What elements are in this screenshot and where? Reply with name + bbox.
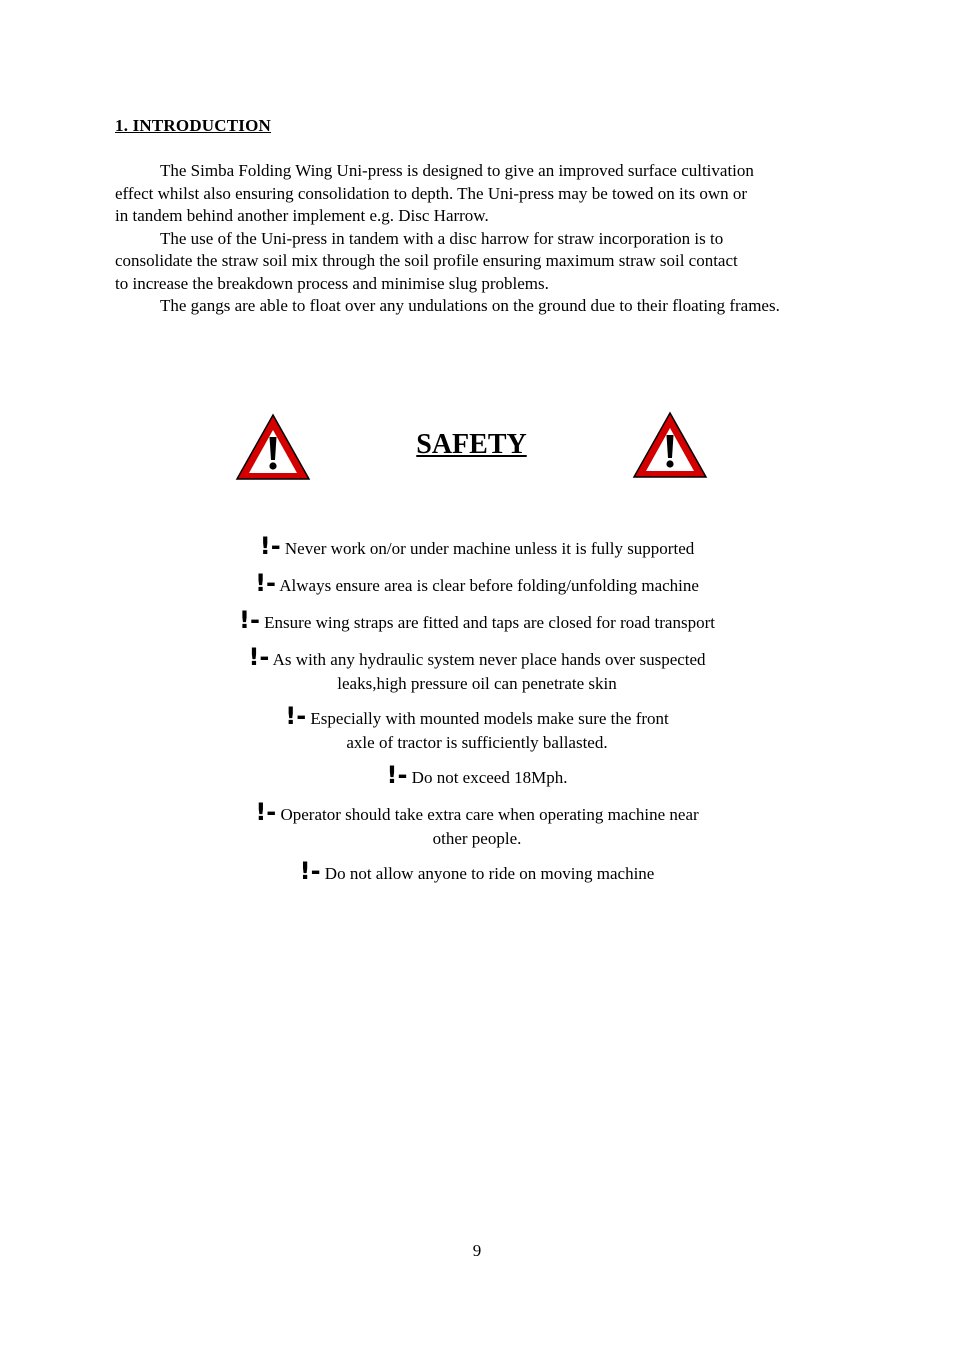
safety-rule [150,798,804,851]
safety-rule-text: Ensure wing straps are fitted and taps are closed for road transport [264,613,715,632]
exclamation-bullet-icon: !- [255,798,277,826]
safety-rule [150,643,804,696]
safety-rule-text: As with any hydraulic system never place hands over suspected leaks,high pressure oil can penetrate skin [272,650,706,693]
safety-rule-text: Operator should take extra care when operating machine near other people. [280,805,699,848]
intro-paragraph-1: The Simba Folding Wing Uni-press is designed to give an improved surface cultivation effect whilst also ensuring consolidation to depth. The Uni-press may be towed on its own or in tandem behind another implement e.g. Disc Harrow. [115,161,754,225]
exclamation-bullet-icon: !- [255,569,276,597]
exclamation-bullet-icon: !- [248,643,270,671]
intro-paragraph-2: The use of the Uni-press in tandem with a disc harrow for straw incorporation is to consolidate the straw soil mix through the soil profile ensuring maximum straw soil contact to increase the breakdown process and minimise slug problems. [115,228,738,293]
safety-rule [150,702,804,755]
safety-title: SAFETY [416,429,527,460]
safety-rule-text: Especially with mounted models make sure the front axle of tractor is sufficiently ballasted. [310,709,669,752]
exclamation-bullet-icon: !- [239,606,260,634]
page-number: 9 [472,1241,482,1260]
exclamation-bullet-icon: !- [386,761,408,789]
safety-rule [150,606,804,635]
warning-triangle-icon [235,413,311,481]
intro-paragraph-3: The gangs are able to float over any undulations on the ground due to their floating frames. [160,296,780,315]
safety-rule [150,532,804,561]
safety-rule-text: Do not exceed 18Mph. [411,768,568,787]
introduction-text [115,160,839,318]
safety-rule [150,761,804,790]
exclamation-bullet-icon: !- [299,857,321,885]
section-heading: 1. INTRODUCTION [115,116,272,135]
safety-rule-text: Never work on/or under machine unless it is fully supported [284,539,695,558]
safety-rule-text: Do not allow anyone to ride on moving machine [324,864,655,883]
safety-rule-text: Always ensure area is clear before folding/unfolding machine [279,576,699,595]
safety-rule [150,857,804,886]
warning-triangle-icon [632,411,708,479]
safety-rule [150,569,804,598]
exclamation-bullet-icon: !- [285,702,307,730]
exclamation-bullet-icon: !- [259,532,281,560]
